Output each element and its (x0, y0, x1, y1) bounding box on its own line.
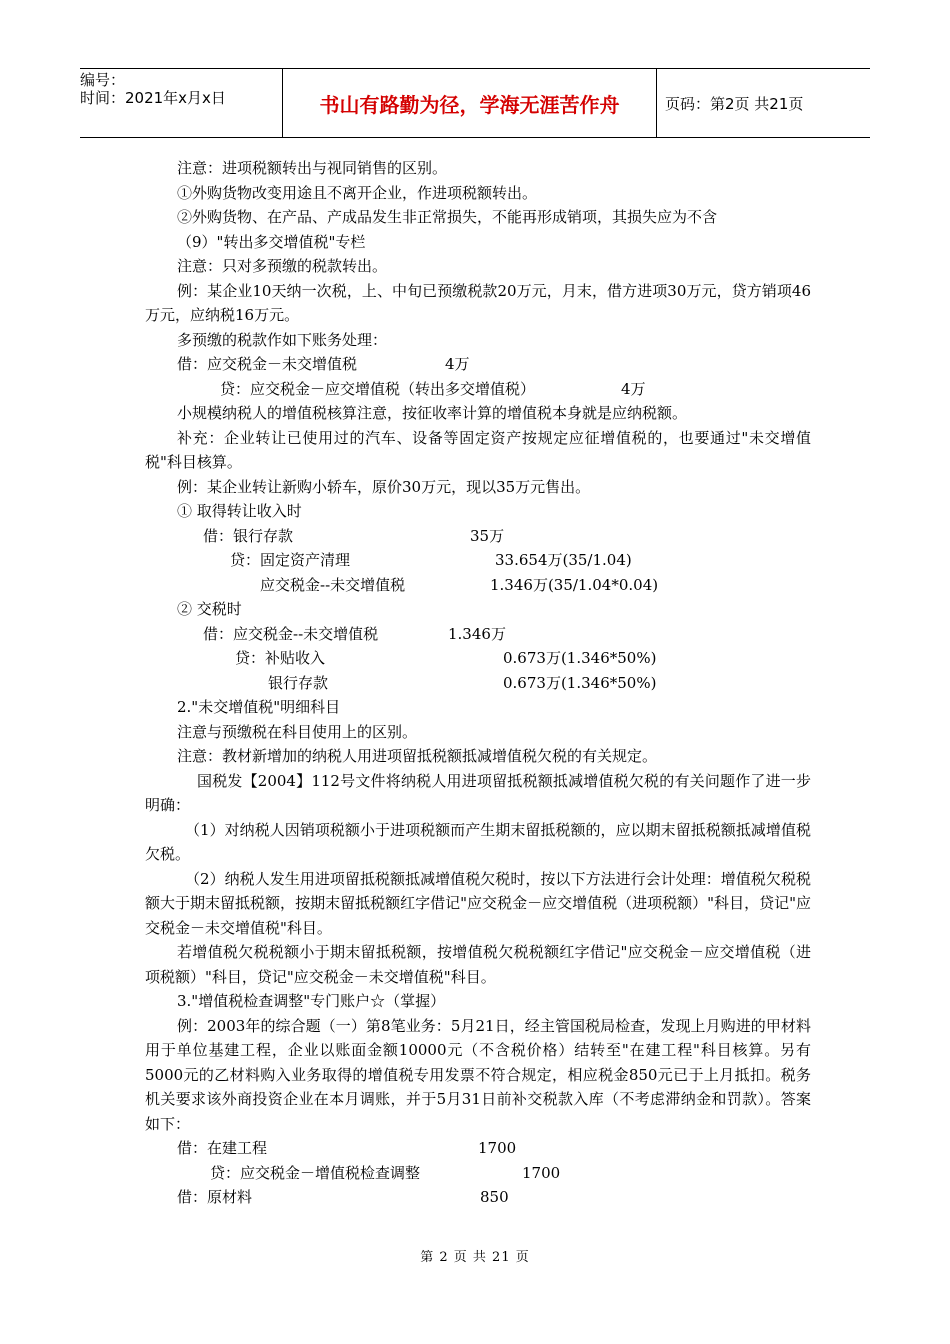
journal-entry (145, 646, 811, 671)
entry-account: 贷：补贴收入 (235, 649, 326, 667)
page-footer: 第 2 页 共 21 页 (420, 1250, 530, 1265)
body-line: ①外购货物改变用途且不离开企业，作进项税额转出。 (177, 183, 538, 202)
entry-account: 借：原材料 (177, 1188, 253, 1206)
entry-account: 借：应交税金－未交增值税 (177, 355, 358, 373)
journal-entry (145, 1136, 811, 1161)
body-paragraph: 补充：企业转让已使用过的汽车、设备等固定资产按规定应征增值税的，也要通过"未交增值税"科目核算。 (145, 428, 811, 471)
journal-entry (145, 1185, 811, 1210)
entry-amount: 850 (480, 1188, 509, 1206)
entry-account: 贷：应交税金－增值税检查调整 (210, 1163, 421, 1182)
body-line: ② 交税时 (177, 600, 242, 618)
journal-entry (145, 671, 811, 696)
entry-amount: 1.346万(35/1.04*0.04) (490, 575, 659, 594)
body-line: ②外购货物、在产品、产成品发生非正常损失，不能再形成销项，其损失应为不含 (177, 208, 718, 226)
journal-entry (145, 1161, 811, 1186)
journal-entry (145, 524, 811, 549)
document-body (145, 156, 811, 1210)
journal-entry (145, 377, 811, 402)
entry-amount: 1700 (478, 1139, 517, 1157)
body-line: 例：某企业转让新购小轿车，原价30万元，现以35万元售出。 (177, 477, 591, 496)
entry-amount: 0.673万(1.346*50%) (503, 673, 657, 692)
body-paragraph: 若增值税欠税税额小于期末留抵税额，按增值税欠税税额红字借记"应交税金－应交增值税（进项税额）"科目，贷记"应交税金－未交增值税"科目。 (145, 943, 811, 986)
entry-amount: 0.673万(1.346*50%) (503, 649, 657, 667)
document-time-label: 时间：2021年x月x日 (80, 89, 226, 107)
entry-account: 应交税金--未交增值税 (260, 575, 406, 594)
entry-account: 贷：固定资产清理 (230, 551, 351, 569)
page-header (80, 68, 870, 138)
header-motto: 书山有路勤为径，学海无涯苦作舟 (283, 69, 657, 137)
entry-amount: 1.346万 (448, 624, 506, 643)
entry-amount: 1700 (522, 1163, 561, 1182)
body-paragraph: （1）对纳税人因销项税额小于进项税额而产生期末留抵税额的，应以期末留抵税额抵减增值税欠税。 (145, 820, 811, 863)
body-line: 2."未交增值税"明细科目 (177, 698, 341, 716)
document-number-label: 编号： (80, 71, 126, 89)
body-paragraph: 例：某企业10天纳一次税，上、中旬已预缴税款20万元，月末，借方进项30万元，贷方销项46万元，应纳税16万元。 (145, 281, 811, 324)
entry-account: 借：银行存款 (203, 526, 294, 545)
header-meta (80, 69, 283, 137)
entry-account: 贷：应交税金－应交增值税（转出多交增值税） (220, 379, 536, 398)
entry-account: 借：应交税金--未交增值税 (203, 624, 379, 643)
entry-account: 银行存款 (268, 673, 329, 692)
body-line: ① 取得转让收入时 (177, 502, 302, 520)
body-paragraph: （2）纳税人发生用进项留抵税额抵减增值税欠税时，按以下方法进行会计处理：增值税欠税税额大于期末留抵税额，按期末留抵税额红字借记"应交税金－应交增值税（进项税额）"科目，贷记"应交税金－未交增值税"科目。 (145, 869, 811, 937)
body-line: 注意：进项税额转出与视同销售的区别。 (177, 159, 448, 177)
body-line: 注意：只对多预缴的税款转出。 (177, 257, 388, 275)
entry-amount: 33.654万(35/1.04) (495, 551, 632, 569)
entry-account: 借：在建工程 (177, 1139, 268, 1157)
section-heading: 3."增值税检查调整"专门账户☆（掌握） (177, 992, 446, 1010)
body-line: 多预缴的税款作如下账务处理： (177, 330, 388, 349)
journal-entry (145, 573, 811, 598)
body-line: （9）"转出多交增值税"专栏 (177, 232, 366, 251)
body-paragraph: 国税发【2004】112号文件将纳税人用进项留抵税额抵减增值税欠税的有关问题作了进一步明确： (145, 771, 811, 814)
entry-amount: 4万 (621, 379, 646, 398)
body-paragraph: 例：2003年的综合题（一）第8笔业务：5月21日，经主管国税局检查，发现上月购进的甲材料用于单位基建工程，企业以账面金额10000元（不含税价格）结转至"在建工程"科目核算。另有5000元的乙材料购入业务取得的增值税专用发票不符合规定，相应税金850元已于上月抵扣。税务机关要求该外商投资企业在本月调账，并于5月31日前补交税款入库（不考虑滞纳金和罚款）。答案如下： (145, 1016, 811, 1133)
journal-entry (145, 352, 811, 377)
journal-entry (145, 548, 811, 573)
body-line: 注意：教材新增加的纳税人用进项留抵税额抵减增值税欠税的有关规定。 (177, 747, 658, 765)
entry-amount: 4万 (445, 355, 470, 373)
body-line: 小规模纳税人的增值税核算注意，按征收率计算的增值税本身就是应纳税额。 (177, 404, 688, 422)
body-line: 注意与预缴税在科目使用上的区别。 (177, 722, 418, 741)
journal-entry (145, 622, 811, 647)
entry-amount: 35万 (470, 526, 505, 545)
header-page-info: 页码：第2页 共21页 (665, 94, 804, 113)
